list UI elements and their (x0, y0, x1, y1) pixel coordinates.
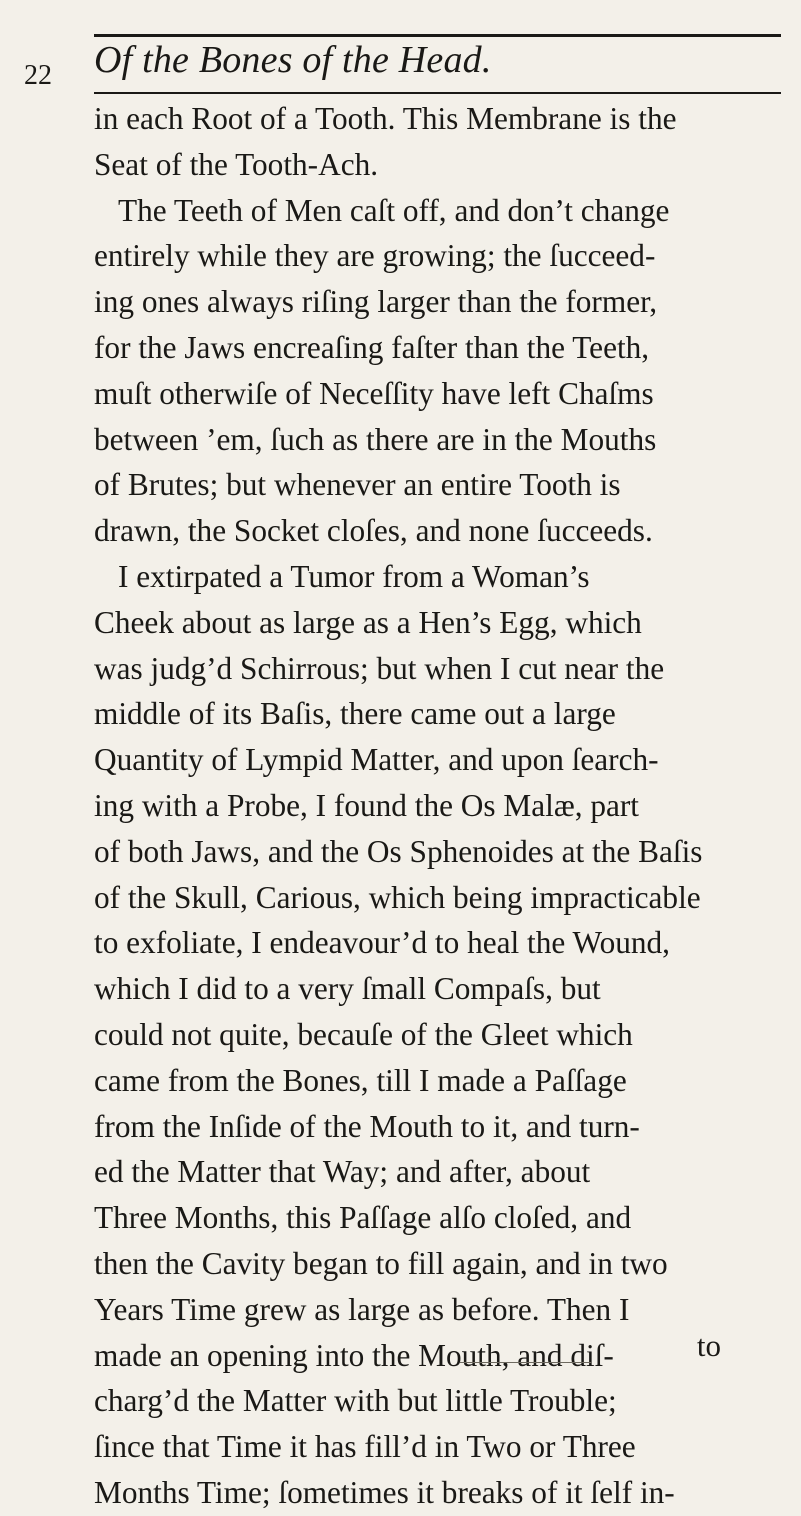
page-number: 22 (24, 60, 52, 91)
running-title: Of the Bones of the Head. (94, 39, 492, 81)
text-line: which I did to a very ſmall Compaſs, but (94, 971, 601, 1007)
text-line: I extirpated a Tumor from a Woman’s (118, 558, 590, 594)
text-line: Quantity of Lympid Matter, and upon ſearch- (94, 742, 659, 778)
text-line: between ’em, ſuch as there are in the Mouths (94, 421, 657, 457)
text-line: middle of its Baſis, there came out a large (94, 696, 616, 732)
catchword-rule (460, 1362, 592, 1363)
text-line: ing ones always riſing larger than the former, (94, 284, 658, 320)
header-top-rule (94, 34, 781, 37)
body-text (94, 96, 786, 1516)
text-line: The Teeth of Men caſt off, and don’t change (118, 192, 670, 228)
text-line: then the Cavity began to fill again, and in two (94, 1245, 668, 1281)
text-line: for the Jaws encreaſing faſter than the Teeth, (94, 329, 650, 365)
text-line: drawn, the Socket cloſes, and none ſucceeds. (94, 513, 653, 549)
text-line: was judg’d Schirrous; but when I cut near the (94, 650, 665, 686)
text-line: to exfoliate, I endeavour’d to heal the Wound, (94, 925, 670, 961)
header-rule (94, 92, 781, 94)
text-line: in each Root of a Tooth. This Membrane is the (94, 101, 677, 136)
catchword: to (696, 1328, 721, 1363)
text-line: muſt otherwiſe of Neceſſity have left Chaſms (94, 375, 654, 411)
text-line: Cheek about as large as a Hen’s Egg, which (94, 604, 642, 640)
text-line: Three Months, this Paſſage alſo cloſed, and (94, 1200, 632, 1236)
text-line: could not quite, becauſe of the Gleet which (94, 1016, 633, 1052)
text-line: Years Time grew as large as before. Then I (94, 1291, 630, 1327)
text-line: Seat of the Tooth-Ach. (94, 146, 379, 182)
text-line: entirely while they are growing; the ſucceed- (94, 238, 656, 274)
text-line: of the Skull, Carious, which being impracticable (94, 879, 701, 915)
text-line: Months Time; ſometimes it breaks of it ſelf in- (94, 1474, 675, 1510)
text-line: from the Inſide of the Mouth to it, and turn- (94, 1108, 640, 1144)
text-line: ed the Matter that Way; and after, about (94, 1154, 591, 1190)
running-head (24, 32, 781, 96)
text-line: ſince that Time it has fill’d in Two or Three (94, 1429, 636, 1465)
text-line: of Brutes; but whenever an entire Tooth is (94, 467, 621, 503)
text-line: ing with a Probe, I found the Os Malæ, part (94, 787, 640, 823)
text-line: made an opening into the Mouth, and diſ- (94, 1337, 614, 1373)
text-line: came from the Bones, till I made a Paſſage (94, 1062, 627, 1098)
text-line: of both Jaws, and the Os Sphenoides at the Baſis (94, 833, 703, 869)
text-line: charg’d the Matter with but little Trouble; (94, 1383, 617, 1419)
